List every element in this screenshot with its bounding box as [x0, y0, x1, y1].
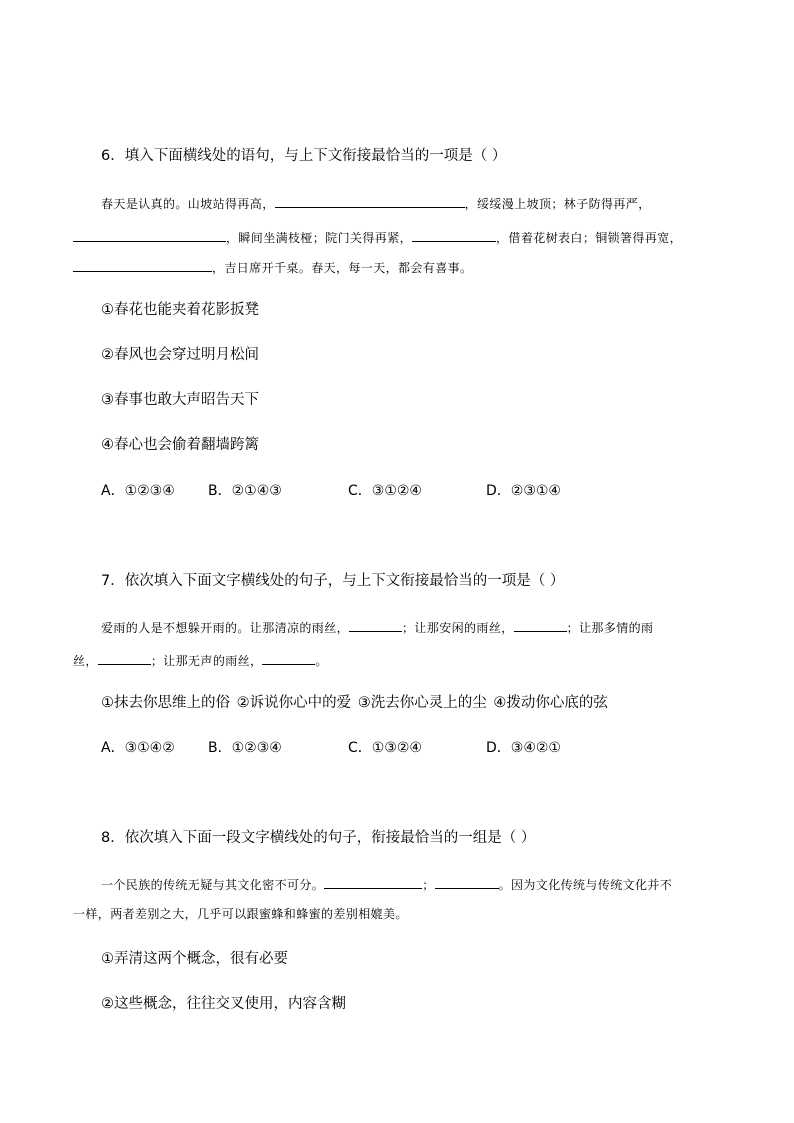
- passage-text: 爱雨的人是不想躲开雨的。让那清凉的雨丝，: [101, 621, 350, 635]
- answer-blank: [514, 619, 567, 632]
- passage-text: ；让那安闲的雨丝，: [402, 621, 514, 635]
- answer-blank: [435, 876, 499, 889]
- passage-text: 。因为文化传统与传统文化并不: [498, 878, 673, 892]
- answer-blank: [412, 229, 496, 242]
- question-6-item-3: ③春事也敢大声昭告天下: [101, 392, 259, 408]
- choice-a[interactable]: A．①②③④: [101, 483, 175, 499]
- choice-b[interactable]: B．②①④③: [208, 483, 282, 499]
- question-6-title: 6．填入下面横线处的语句，与上下文衔接最恰当的一项是（ ）: [101, 148, 507, 164]
- question-6-answer-choices: [101, 484, 561, 498]
- question-6-passage-line-3: [73, 259, 472, 274]
- question-7-passage-line-2: [73, 652, 328, 667]
- question-8-passage-line-2: 一样，两者差别之大，几乎可以跟蜜蜂和蜂蜜的差别相媲美。: [73, 907, 408, 921]
- choice-d[interactable]: D．③④②①: [486, 740, 561, 756]
- passage-text: ；让那无声的雨丝，: [150, 654, 263, 668]
- passage-text: ，瞬间坐满枝桠；院门关得再紧，: [226, 231, 413, 245]
- choice-c[interactable]: C．③①②④: [348, 483, 422, 499]
- answer-blank: [349, 619, 402, 632]
- question-7-passage-line-1: [73, 619, 653, 634]
- passage-text: ；让那多情的雨: [566, 621, 654, 635]
- choice-d[interactable]: D．②③①④: [486, 483, 561, 499]
- question-8-item-2: ②这些概念，往往交叉使用，内容含糊: [101, 996, 346, 1012]
- answer-blank: [98, 652, 151, 665]
- question-8-item-1: ①弄清这两个概念，很有必要: [101, 951, 288, 967]
- question-6-item-1: ①春花也能夹着花影扳凳: [101, 302, 259, 318]
- passage-text: ；: [422, 878, 435, 892]
- passage-text: ，绥绥漫上坡顶；林子防得再严，: [464, 197, 651, 211]
- answer-blank: [73, 259, 212, 272]
- passage-text: 春天是认真的。山坡站得再高，: [101, 197, 275, 211]
- answer-blank: [324, 876, 422, 889]
- choice-b[interactable]: B．①②③④: [208, 740, 282, 756]
- question-7-items: ①抹去你思维上的俗 ②诉说你心中的爱 ③洗去你心灵上的尘 ④拨动你心底的弦: [101, 695, 608, 711]
- question-8-title: 8．依次填入下面一段文字横线处的句子，衔接最恰当的一组是（ ）: [101, 830, 536, 846]
- passage-text: 。: [315, 654, 328, 668]
- answer-blank: [275, 195, 465, 208]
- passage-text: 一个民族的传统无疑与其文化密不可分。: [101, 878, 325, 892]
- passage-text: ，吉日席开千桌。春天，每一天，都会有喜事。: [212, 261, 473, 275]
- choice-a[interactable]: A．③①④②: [101, 740, 175, 756]
- passage-text: ，借着花树表白；铜锁箸得再宽，: [496, 231, 683, 245]
- passage-text: 丝，: [73, 654, 98, 668]
- question-6-passage-line-1: [73, 195, 651, 210]
- question-6-item-4: ④春心也会偷着翻墙跨篱: [101, 437, 259, 453]
- question-6-item-2: ②春风也会穿过明月松间: [101, 347, 259, 363]
- answer-blank: [73, 229, 226, 242]
- choice-c[interactable]: C．①③②④: [348, 740, 422, 756]
- question-7-title: 7．依次填入下面文字横线处的句子，与上下文衔接最恰当的一项是（ ）: [101, 573, 565, 589]
- question-8-passage-line-1: [73, 876, 672, 891]
- question-6-passage-line-2: [73, 229, 682, 244]
- question-7-answer-choices: [101, 741, 561, 755]
- answer-blank: [262, 652, 315, 665]
